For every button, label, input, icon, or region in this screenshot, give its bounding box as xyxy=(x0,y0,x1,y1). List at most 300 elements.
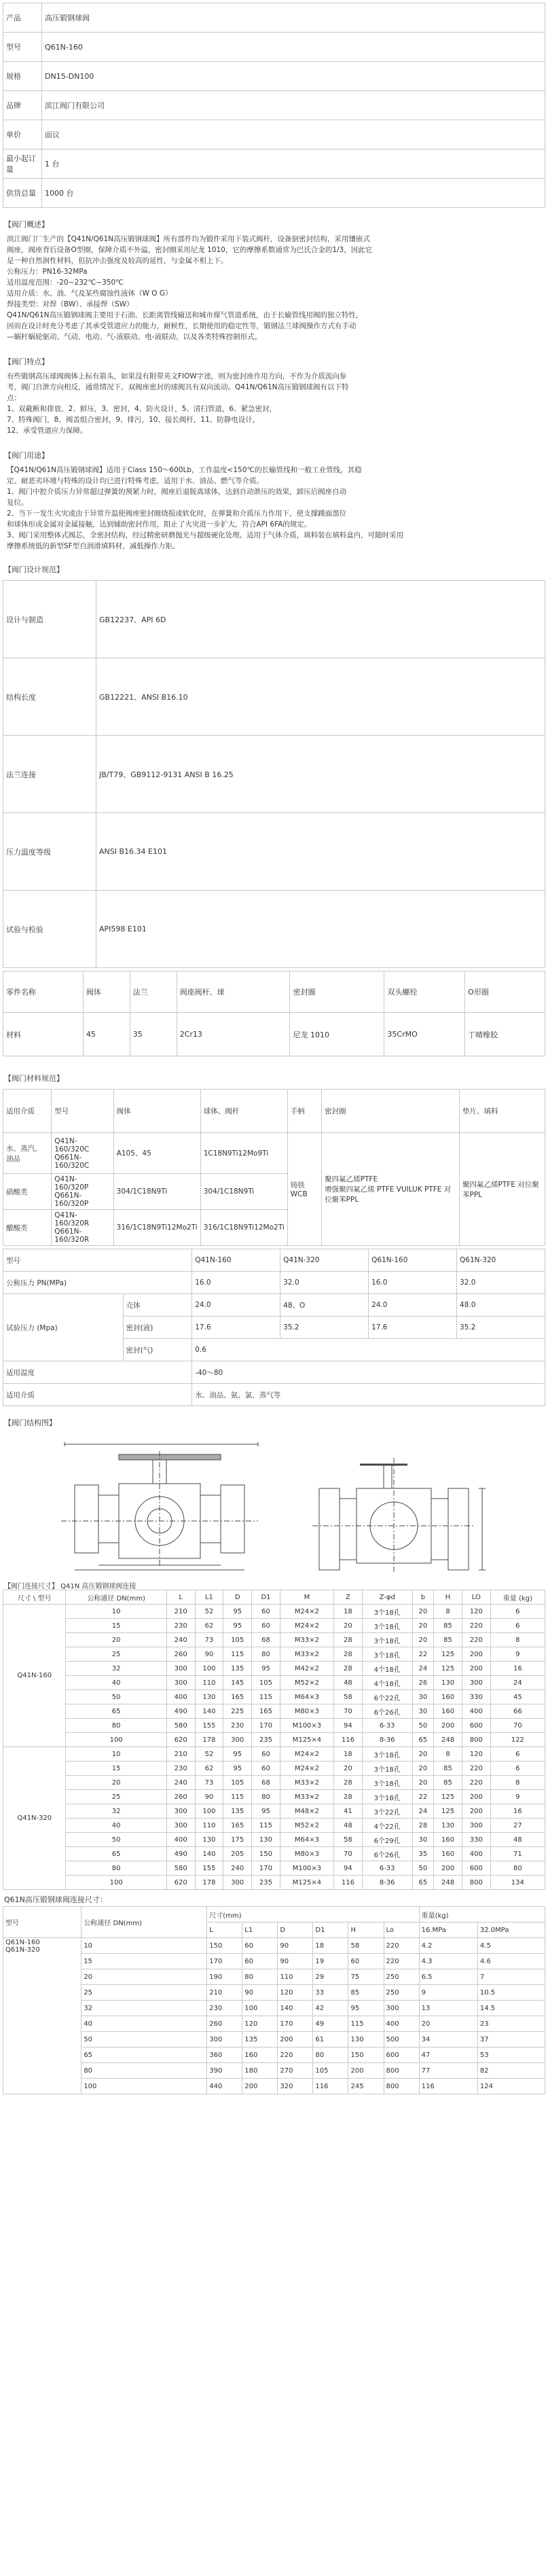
dim-cell: 240 xyxy=(166,1633,195,1647)
dim-cell: 800 xyxy=(462,1733,490,1747)
overview-line: Q41N/Q61N高压锻钢球阀主要用于石油、长距离管线输送和城市煤气管道系统，由于长输管线用阀的独立特性， xyxy=(7,311,363,319)
dim-cell: 20 xyxy=(412,1619,434,1633)
design-label: 结构长度 xyxy=(3,658,96,736)
dim2-cell: 40 xyxy=(81,2016,207,2032)
info-label: 产品 xyxy=(3,3,42,33)
dim-row xyxy=(3,1704,545,1719)
dim-header: 尺寸 \ 型号 xyxy=(3,1590,66,1605)
dim-cell: 300 xyxy=(462,1819,490,1833)
dim-cell: 165 xyxy=(223,1690,252,1704)
info-value: 1000 台 xyxy=(42,179,545,208)
dim2-row xyxy=(3,1969,545,1985)
dim-cell: M64×3 xyxy=(280,1690,333,1704)
dim-cell: 6 xyxy=(490,1761,545,1776)
info-label: 最小起订量 xyxy=(3,149,42,179)
features-title: 【阀门特点】 xyxy=(4,357,49,366)
spec-header: 垫片、填料 xyxy=(459,1090,545,1133)
pressure-header: Q41N-320 xyxy=(280,1249,369,1272)
dim-cell: 8 xyxy=(434,1747,462,1761)
dim-cell: M52×2 xyxy=(280,1676,333,1690)
dim-cell: 66 xyxy=(490,1704,545,1719)
dim2-row xyxy=(3,2032,545,2047)
dim2-cell: 60 xyxy=(242,1938,278,1954)
dim-cell: 35 xyxy=(412,1847,434,1861)
dim-cell: M80×3 xyxy=(280,1847,333,1861)
pressure-header: 型号 xyxy=(3,1249,192,1272)
dim-cell: 490 xyxy=(166,1847,195,1861)
dim-cell: 300 xyxy=(166,1804,195,1819)
info-label: 规格 xyxy=(3,62,42,91)
material-header: 双头螺栓 xyxy=(384,971,465,1013)
material-spec-title: 【阀门材料规范】 xyxy=(4,1074,64,1083)
dim-cell: 22 xyxy=(412,1790,434,1804)
dim2-cell: 20 xyxy=(419,2016,477,2032)
pressure-label: 适用温度 xyxy=(3,1361,192,1384)
dim-cell: 71 xyxy=(490,1847,545,1861)
dim2-model-label: 型号 xyxy=(3,1907,81,1938)
dim-cell: 16 xyxy=(490,1662,545,1676)
dim-cell: 100 xyxy=(66,1876,166,1890)
dim-cell: 210 xyxy=(166,1605,195,1619)
dim-cell: 3个18孔 xyxy=(362,1647,412,1662)
material-header: O形圈 xyxy=(465,971,545,1013)
dim-cell: 48 xyxy=(490,1833,545,1847)
design-value: GB12237、API 6D xyxy=(96,581,545,658)
dim-cell: 22 xyxy=(412,1647,434,1662)
dim-cell: M52×2 xyxy=(280,1819,333,1833)
dim-header: D1 xyxy=(252,1590,280,1605)
dim-cell: 85 xyxy=(434,1761,462,1776)
dim2-cell: 230 xyxy=(207,2001,242,2016)
dim-cell: 15 xyxy=(66,1761,166,1776)
dim-cell: 62 xyxy=(195,1619,223,1633)
spec-header: 阀体 xyxy=(113,1090,200,1133)
dim-cell: 85 xyxy=(434,1633,462,1647)
info-label: 型号 xyxy=(3,33,42,62)
dim2-cell: 200 xyxy=(278,2032,313,2047)
info-value: Q61N-160 xyxy=(42,33,545,62)
pressure-value: 17.6 xyxy=(369,1317,457,1339)
dim-row xyxy=(3,1676,545,1690)
dim-cell: M33×2 xyxy=(280,1633,333,1647)
spec-header: 型号 xyxy=(52,1090,113,1133)
overview-line: 因而在设计时充分考虑了其承受管道应力的能力，耐候性，长期使用的稳定性等，锻钢法兰球阀操作方式有手动 xyxy=(7,322,357,330)
dim-cell: 20 xyxy=(412,1633,434,1647)
overview-line: 阀座，阀座背后设备O型圈，保障介质不外溢，密封圈采用尼龙 1010，它的摩擦系数通常为巴氏合金的1/3，因此它 xyxy=(7,246,373,254)
dim-row xyxy=(3,1690,545,1704)
info-row xyxy=(3,179,545,208)
dim-cell: 490 xyxy=(166,1704,195,1719)
design-row xyxy=(3,891,545,968)
dim-cell: 40 xyxy=(66,1676,166,1690)
dim2-cell: 14.5 xyxy=(477,2001,545,2016)
dim-cell: 105 xyxy=(223,1633,252,1647)
dim-cell: 48 xyxy=(334,1819,363,1833)
dim-cell: 620 xyxy=(166,1876,195,1890)
dim-cell: 26 xyxy=(412,1676,434,1690)
dim2-cell: 95 xyxy=(348,2001,384,2016)
dim-cell: 145 xyxy=(223,1676,252,1690)
dim2-cell: 500 xyxy=(384,2032,419,2047)
dim-cell: 65 xyxy=(412,1876,434,1890)
info-value: 面议 xyxy=(42,120,545,149)
dim2-cell: 170 xyxy=(278,2016,313,2032)
dim-cell: 30 xyxy=(412,1704,434,1719)
dim-cell: 62 xyxy=(195,1761,223,1776)
structure-diagram xyxy=(0,1431,548,1580)
dim-row xyxy=(3,1819,545,1833)
dim-header: 公称通径 DN(mm) xyxy=(66,1590,166,1605)
design-label: 试验与检验 xyxy=(3,891,96,968)
dim-cell: 50 xyxy=(412,1719,434,1733)
material-value: 45 xyxy=(83,1013,130,1056)
dim2-weight-col: 32.0MPa xyxy=(477,1922,545,1938)
dim-cell: 130 xyxy=(434,1676,462,1690)
dim2-cell: 6.5 xyxy=(419,1969,477,1985)
dim-header: M xyxy=(280,1590,333,1605)
dim2-cell: 29 xyxy=(313,1969,348,1985)
design-label: 压力温度等级 xyxy=(3,813,96,891)
dim2-cell: 200 xyxy=(242,2079,278,2094)
dim2-cell: 360 xyxy=(207,2047,242,2063)
dim-cell: M24×2 xyxy=(280,1619,333,1633)
dim2-cell: 180 xyxy=(242,2063,278,2079)
design-label: 设计与制造 xyxy=(3,581,96,658)
spec-medium: 水、蒸汽、油品 xyxy=(3,1133,52,1174)
dim-cell: 110 xyxy=(195,1819,223,1833)
dim-cell: 3个18孔 xyxy=(362,1761,412,1776)
dim-cell: 135 xyxy=(223,1804,252,1819)
pressure-header: Q61N-320 xyxy=(457,1249,545,1272)
dim-cell: 3个18孔 xyxy=(362,1619,412,1633)
features-line: 7、特殊阀门，8、阀盖组合密封，9、排污，10、接长阀杆，11、防静电设计， xyxy=(7,416,260,424)
dim-cell: 50 xyxy=(412,1861,434,1876)
spec-gasket: 聚四氟乙烯PTFE 对位聚苯PPL xyxy=(459,1133,545,1246)
dim2-cell: 19 xyxy=(313,1954,348,1969)
dim-cell: 200 xyxy=(462,1804,490,1819)
overview-line: 焊接类型：对焊（BW）、承接焊（SW） xyxy=(7,300,134,308)
dim2-col: Lo xyxy=(384,1922,419,1938)
spec-ball: 1C18N9Ti12Mo9Ti xyxy=(200,1133,287,1174)
dim-cell: 8 xyxy=(434,1605,462,1619)
dim-cell: 95 xyxy=(223,1761,252,1776)
dim-cell: M64×3 xyxy=(280,1833,333,1847)
usage-line: 【Q41N/Q61N高压锻钢球阀】适用于Class 150～600Lb，工作温度<150℃的长输管线和一般工业管线，其稳 xyxy=(7,466,362,474)
dim-cell: 155 xyxy=(195,1861,223,1876)
info-row xyxy=(3,149,545,179)
dim-cell: 95 xyxy=(223,1619,252,1633)
dim-header: b xyxy=(412,1590,434,1605)
dim-cell: 165 xyxy=(252,1704,280,1719)
dim2-cell: 120 xyxy=(242,2016,278,2032)
dim-cell: 20 xyxy=(66,1633,166,1647)
info-row xyxy=(3,62,545,91)
design-value: ANSI B16.34 E101 xyxy=(96,813,545,891)
pressure-value: 24.0 xyxy=(192,1294,280,1317)
dim-cell: M33×2 xyxy=(280,1790,333,1804)
dim-cell: 6-33 xyxy=(362,1861,412,1876)
dim-cell: 94 xyxy=(334,1719,363,1733)
dim-cell: 115 xyxy=(252,1690,280,1704)
dim-cell: 4个18孔 xyxy=(362,1662,412,1676)
dimensions-title: 【阀门连接尺寸】 Q41N 高压锻钢球阀连接 xyxy=(4,1583,136,1590)
dim2-cell: 220 xyxy=(278,2047,313,2063)
spec-model: Q41N-160/320R Q661N-160/320R xyxy=(52,1210,113,1246)
overview-line: 适用介质：水、油、气及某些腐蚀性液体（W O G） xyxy=(7,289,172,298)
spec-seal: 聚四氟乙烯PTFE 增强聚四氟乙烯 PTFE VUILUK PTFE 对位聚苯PPL xyxy=(322,1133,460,1246)
dim-row xyxy=(3,1876,545,1890)
spec-row xyxy=(3,1133,545,1174)
dim-cell: 3个18孔 xyxy=(362,1790,412,1804)
pressure-value: 24.0 xyxy=(369,1294,457,1317)
dim-cell: 24 xyxy=(412,1662,434,1676)
pressure-value: 35.2 xyxy=(280,1317,369,1339)
dim2-weight-col: 16.MPa xyxy=(419,1922,477,1938)
dim-cell: 80 xyxy=(252,1790,280,1804)
dim2-cell: 33 xyxy=(313,1985,348,2001)
material-header: 法兰 xyxy=(130,971,177,1013)
dim-header: L xyxy=(166,1590,195,1605)
dim-header: Z xyxy=(334,1590,363,1605)
dim-cell: 230 xyxy=(166,1761,195,1776)
dim-cell: M33×2 xyxy=(280,1776,333,1790)
dim-cell: 4个22孔 xyxy=(362,1819,412,1833)
dim-cell: 122 xyxy=(490,1733,545,1747)
dim-cell: 3个22孔 xyxy=(362,1804,412,1819)
dimensions-table xyxy=(3,1590,545,1890)
dim-cell: 85 xyxy=(434,1619,462,1633)
dim2-cell: 82 xyxy=(477,2063,545,2079)
dim-cell: 20 xyxy=(334,1619,363,1633)
dim-cell: 20 xyxy=(334,1761,363,1776)
spec-header: 适用介质 xyxy=(3,1090,52,1133)
dim2-cell: 65 xyxy=(81,2047,207,2063)
pressure-value: 32.0 xyxy=(457,1272,545,1294)
dim2-cell: 220 xyxy=(384,1954,419,1969)
dim-cell: 41 xyxy=(334,1804,363,1819)
material-value: 材料 xyxy=(3,1013,84,1056)
dim-cell: 300 xyxy=(223,1733,252,1747)
dim2-row xyxy=(3,1954,545,1969)
dim-row xyxy=(3,1733,545,1747)
dim-cell: 95 xyxy=(252,1804,280,1819)
dim-row xyxy=(3,1804,545,1819)
dim-cell: 125 xyxy=(434,1790,462,1804)
dim2-cell: 32 xyxy=(81,2001,207,2016)
dim2-cell: 300 xyxy=(384,2001,419,2016)
dim-cell: 800 xyxy=(462,1876,490,1890)
dim-cell: 230 xyxy=(223,1719,252,1733)
dim2-cell: 124 xyxy=(477,2079,545,2094)
dim2-cell: 170 xyxy=(207,1954,242,1969)
dim2-cell: 4.2 xyxy=(419,1938,477,1954)
dim-cell: 45 xyxy=(490,1690,545,1704)
dim2-cell: 140 xyxy=(278,2001,313,2016)
dim2-cell: 300 xyxy=(207,2032,242,2047)
dim-cell: 3个18孔 xyxy=(362,1776,412,1790)
dim2-cell: 160 xyxy=(242,2047,278,2063)
usage-line: 1、阀门中腔介质压力异常超过弹簧的预紧力时，阀座后退脱离球体，达到自动泄压的效果，卸压后阀座自动 xyxy=(7,488,347,496)
dim2-cell: 23 xyxy=(477,2016,545,2032)
dim-cell: 100 xyxy=(66,1733,166,1747)
dim-cell: 580 xyxy=(166,1719,195,1733)
features-text xyxy=(0,370,548,437)
dim2-header-row xyxy=(3,1907,545,1922)
dim2-cell: 58 xyxy=(348,1938,384,1954)
dim-cell: 205 xyxy=(223,1847,252,1861)
dim-cell: 73 xyxy=(195,1776,223,1790)
structure-title: 【阀门结构图】 xyxy=(4,1418,56,1427)
pressure-shell-row xyxy=(3,1294,545,1317)
info-row xyxy=(3,91,545,120)
dim2-cell: 100 xyxy=(81,2079,207,2094)
dim-cell: 225 xyxy=(223,1704,252,1719)
dim-cell: 6 xyxy=(490,1747,545,1761)
dim-cell: 20 xyxy=(412,1747,434,1761)
dim-cell: 330 xyxy=(462,1690,490,1704)
dim-cell: 110 xyxy=(195,1676,223,1690)
dim-cell: 300 xyxy=(462,1676,490,1690)
dim2-cell: 37 xyxy=(477,2032,545,2047)
overview-line: 滨江阀门厂生产的【Q41N/Q61N高压锻钢球阀】所有部件均为锻件采用下装式阀杆，设备倒密封结构，采用镶嵌式 xyxy=(7,235,370,243)
dim-cell: 9 xyxy=(490,1790,545,1804)
dim2-col: D1 xyxy=(313,1922,348,1938)
dim-header: 重量 (kg) xyxy=(490,1590,545,1605)
dim2-cell: 116 xyxy=(419,2079,477,2094)
dim2-row xyxy=(3,2016,545,2032)
dim-cell: 115 xyxy=(252,1819,280,1833)
dim-cell: 160 xyxy=(434,1847,462,1861)
spec-body: A105、45 xyxy=(113,1133,200,1174)
dim2-models xyxy=(3,1938,81,2094)
dim-cell: 60 xyxy=(252,1605,280,1619)
dim-cell: 8-36 xyxy=(362,1876,412,1890)
dim-cell: 68 xyxy=(252,1776,280,1790)
dim-cell: 580 xyxy=(166,1861,195,1876)
design-value: GB12221、ANSI B16.10 xyxy=(96,658,545,736)
dim-cell: 260 xyxy=(166,1790,195,1804)
dim-cell: 95 xyxy=(223,1605,252,1619)
features-line: 点： xyxy=(7,394,21,402)
materials-table xyxy=(3,971,545,1056)
pressure-value: 16.0 xyxy=(192,1272,280,1294)
dim-cell: 165 xyxy=(223,1819,252,1833)
features-line: 1、双截断和排放，2、鲜压，3、密封，4、防火设计，5、清扫管道，6、紧急密封， xyxy=(7,405,277,413)
dim-row xyxy=(3,1776,545,1790)
dim-cell: 300 xyxy=(223,1876,252,1890)
overview-text xyxy=(0,232,548,344)
dim-cell: 200 xyxy=(434,1861,462,1876)
dim-cell: 8 xyxy=(490,1633,545,1647)
dim-row xyxy=(3,1647,545,1662)
pressure-label: 适用介质 xyxy=(3,1384,192,1406)
dim2-model: Q61N-320 xyxy=(5,1946,40,1954)
dim2-cell: 800 xyxy=(384,2079,419,2094)
dim2-cell: 260 xyxy=(207,2016,242,2032)
pressure-header: Q41N-160 xyxy=(192,1249,280,1272)
spec-model: Q41N-160/320P Q661N-160/320P xyxy=(52,1174,113,1210)
dim2-row xyxy=(3,2047,545,2063)
dim2-cell: 61 xyxy=(313,2032,348,2047)
dim2-cell: 10.5 xyxy=(477,1985,545,2001)
dim2-cell: 150 xyxy=(207,1938,242,1954)
spec-body: 304/1C18N9Ti xyxy=(113,1174,200,1210)
overview-title: 【阀门概述】 xyxy=(4,220,49,229)
dim-cell: 400 xyxy=(462,1847,490,1861)
dim-cell: 28 xyxy=(334,1662,363,1676)
dim-cell: 3个18孔 xyxy=(362,1747,412,1761)
dim-cell: 80 xyxy=(490,1861,545,1876)
dim-cell: 160 xyxy=(434,1690,462,1704)
dim-cell: 16 xyxy=(490,1804,545,1819)
dim2-cell: 245 xyxy=(348,2079,384,2094)
info-row xyxy=(3,120,545,149)
material-value: 35CrMO xyxy=(384,1013,465,1056)
dim-cell: 330 xyxy=(462,1833,490,1847)
dim-cell: 28 xyxy=(334,1790,363,1804)
dim-cell: 8 xyxy=(490,1776,545,1790)
pressure-value: -40～80 xyxy=(192,1361,545,1384)
dim-cell: 200 xyxy=(462,1647,490,1662)
pressure-value: 17.6 xyxy=(192,1317,280,1339)
dim-cell: 15 xyxy=(66,1619,166,1633)
dim2-cell: 390 xyxy=(207,2063,242,2079)
dim-cell: 105 xyxy=(223,1776,252,1790)
dim2-col: D xyxy=(278,1922,313,1938)
dim2-cell: 190 xyxy=(207,1969,242,1985)
dim-cell: 52 xyxy=(195,1605,223,1619)
dim2-cell: 110 xyxy=(278,1969,313,1985)
spec-header-row xyxy=(3,1090,545,1133)
dim-cell: 24 xyxy=(490,1676,545,1690)
dim-row xyxy=(3,1847,545,1861)
dim-row xyxy=(3,1790,545,1804)
dim-cell: 125 xyxy=(434,1662,462,1676)
dim-cell: 178 xyxy=(195,1733,223,1747)
info-label: 供货总量 xyxy=(3,179,42,208)
dim2-col: H xyxy=(348,1922,384,1938)
dim-row xyxy=(3,1861,545,1876)
dim-cell: 80 xyxy=(66,1861,166,1876)
dim-cell: 50 xyxy=(66,1690,166,1704)
dim2-cell: 90 xyxy=(278,1938,313,1954)
dim-cell: 25 xyxy=(66,1790,166,1804)
dim-cell: 160 xyxy=(434,1833,462,1847)
pressure-value: 48、O xyxy=(280,1294,369,1317)
dim-cell: 85 xyxy=(434,1776,462,1790)
dim2-cell: 13 xyxy=(419,2001,477,2016)
dim-cell: 6个26孔 xyxy=(362,1704,412,1719)
dim-header: D xyxy=(223,1590,252,1605)
dim-cell: 6个26孔 xyxy=(362,1847,412,1861)
dim-cell: 60 xyxy=(252,1619,280,1633)
design-spec-table xyxy=(3,580,545,968)
dim-cell: 130 xyxy=(252,1833,280,1847)
dim-cell: 48 xyxy=(334,1676,363,1690)
usage-line: 2、当下一发生火灾或由于异常升温使阀座密封圈烧损或软化时，在弹簧和介质压力作用下，使支撑踵面部位 xyxy=(7,509,347,518)
dim-cell: 160 xyxy=(434,1704,462,1719)
dim2-cell: 25 xyxy=(81,1985,207,2001)
pressure-value: 35.2 xyxy=(457,1317,545,1339)
pressure-nominal-row xyxy=(3,1272,545,1294)
dim-cell: M125×4 xyxy=(280,1733,333,1747)
dim-cell: 9 xyxy=(490,1647,545,1662)
info-label: 单价 xyxy=(3,120,42,149)
dim-cell: M125×4 xyxy=(280,1876,333,1890)
dim-cell: 170 xyxy=(252,1719,280,1733)
dim-cell: 40 xyxy=(66,1819,166,1833)
dim-cell: 125 xyxy=(434,1647,462,1662)
